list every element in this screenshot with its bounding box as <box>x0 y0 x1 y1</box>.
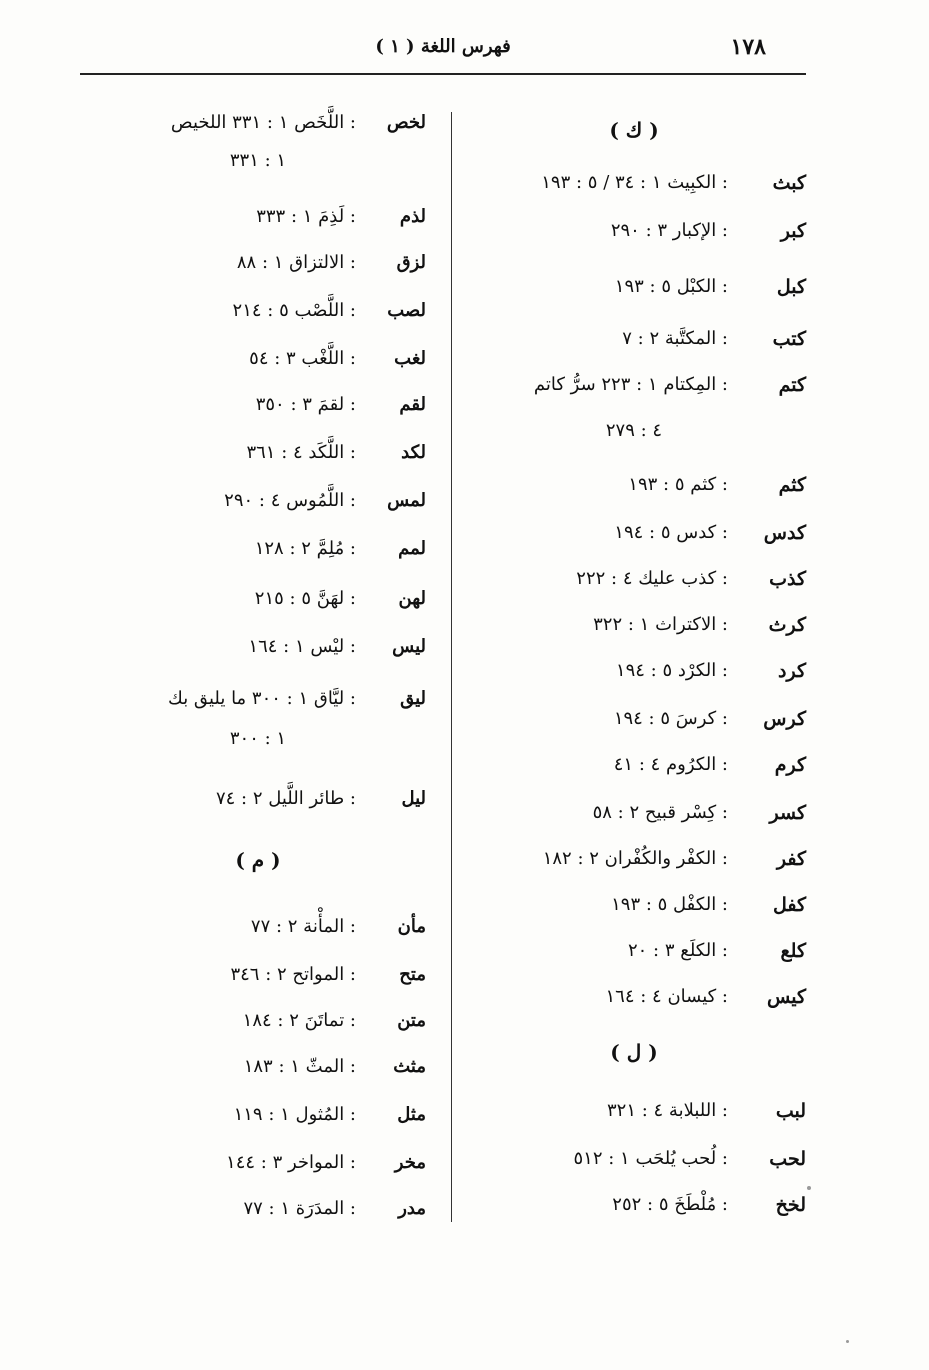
entry-root: مثل <box>397 1104 426 1125</box>
index-entry <box>462 1140 806 1180</box>
entry-root: كتب <box>772 328 806 350</box>
print-speck <box>846 1340 849 1343</box>
entry-reference: : كِسْر قبيح ٢ : ٥٨ <box>592 802 728 823</box>
index-entry <box>80 580 436 620</box>
entry-reference: : مُلْطَخَ ٥ : ٢٥٢ <box>612 1194 728 1215</box>
entry-root: كيس <box>766 986 806 1008</box>
index-entry <box>462 164 806 204</box>
entry-reference: : ليْس ١ : ١٦٤ <box>248 636 356 657</box>
index-entry <box>80 1190 436 1230</box>
entry-root: كسر <box>769 802 806 824</box>
index-entry <box>80 530 436 570</box>
entry-reference: : الكرْد ٥ : ١٩٤ <box>615 660 728 681</box>
entry-root: لخخ <box>775 1194 806 1216</box>
index-entry <box>80 1096 436 1136</box>
index-entry <box>462 366 806 406</box>
index-entry <box>462 978 806 1018</box>
entry-reference: : تماتَنَ ٢ : ١٨٤ <box>242 1010 356 1031</box>
index-entry <box>462 320 806 360</box>
entry-reference: : مُلِمَّ ٢ : ١٢٨ <box>254 538 356 559</box>
index-entry <box>80 1144 436 1184</box>
entry-continuation: ١ : ٣٣١ <box>229 150 287 171</box>
entry-reference: : الكلَع ٣ : ٢٠ <box>627 940 728 961</box>
entry-root: مخر <box>394 1152 426 1173</box>
index-entry <box>462 514 806 554</box>
entry-reference: : لُحب يُلحَب ١ : ٥١٢ <box>573 1148 728 1169</box>
index-entry <box>462 886 806 926</box>
running-title: فهرس اللغة ( ١ ) <box>375 36 511 57</box>
index-entry <box>80 482 436 522</box>
index-entry <box>80 908 436 948</box>
entry-root: لبب <box>775 1100 806 1122</box>
entry-reference: : كثم ٥ : ١٩٣ <box>628 474 728 495</box>
entry-reference: : المُثول ١ : ١١٩ <box>233 1104 356 1125</box>
index-entry <box>80 780 436 820</box>
index-entry <box>462 1092 806 1132</box>
entry-reference: : الكبْل ٥ : ١٩٣ <box>614 276 728 297</box>
index-entry <box>80 434 436 474</box>
entry-reference: : الكفْر والكُفْران ٢ : ١٨٢ <box>542 848 728 869</box>
index-entry <box>80 680 436 720</box>
entry-root: لمس <box>387 490 426 511</box>
entry-reference: : كرسَ ٥ : ١٩٤ <box>613 708 728 729</box>
entry-reference: : كيسان ٤ : ١٦٤ <box>605 986 728 1007</box>
entry-reference: : كذب عليك ٤ : ٢٢٢ <box>576 568 728 589</box>
index-entry <box>462 652 806 692</box>
entry-root: كذب <box>769 568 806 590</box>
index-entry <box>80 104 436 144</box>
index-entry <box>462 466 806 506</box>
entry-root: ليق <box>400 688 426 709</box>
entry-root: مدر <box>398 1198 426 1219</box>
entry-reference: : المواتح ٢ : ٣٤٦ <box>230 964 356 985</box>
entry-reference: : المأْنة ٢ : ٧٧ <box>250 916 356 937</box>
index-entry <box>462 840 806 880</box>
page-header <box>80 28 806 72</box>
column-divider <box>451 112 452 1222</box>
entry-reference: : الكرُوم ٤ : ٤١ <box>613 754 728 775</box>
entry-reference: : لَذِمَ ١ : ٣٣٣ <box>256 206 356 227</box>
entry-root: كفل <box>772 894 806 916</box>
entry-root: كثم <box>778 474 806 496</box>
entry-reference: : المِكتام ١ : ٢٢٣ سرُّ كاتم <box>533 374 728 395</box>
section-heading-lam: ( ل ) <box>610 1040 658 1064</box>
entry-root: مأن <box>397 916 426 937</box>
entry-reference: : اللبلابة ٤ : ٣٢١ <box>607 1100 728 1121</box>
entry-root: مثث <box>393 1056 426 1077</box>
index-entry <box>80 628 436 668</box>
index-entry <box>462 1186 806 1226</box>
entry-reference: : كدس ٥ : ١٩٤ <box>614 522 728 543</box>
entry-reference: : لهَنَّ ٥ : ٢١٥ <box>254 588 356 609</box>
entry-reference: : اللَّكَد ٤ : ٣٦١ <box>246 442 356 463</box>
entry-reference: : الالتزاق ١ : ٨٨ <box>236 252 356 273</box>
entry-root: لمم <box>398 538 426 559</box>
entry-reference: : الكبِيث ١ : ٣٤ / ٥ : ١٩٣ <box>541 172 728 193</box>
index-entry <box>80 956 436 996</box>
index-entry <box>80 198 436 238</box>
entry-reference: : الإكبار ٣ : ٢٩٠ <box>610 220 728 241</box>
entry-root: لهن <box>398 588 426 609</box>
entry-root: كرس <box>763 708 806 730</box>
entry-root: كفر <box>776 848 806 870</box>
section-heading-mim: ( م ) <box>235 848 281 872</box>
entry-continuation: ٤ : ٢٧٩ <box>605 420 663 441</box>
entry-reference: : طائر اللَّيل ٢ : ٧٤ <box>215 788 356 809</box>
entry-root: كرم <box>774 754 806 776</box>
entry-root: لذم <box>399 206 426 227</box>
index-entry <box>462 212 806 252</box>
entry-root: متح <box>399 964 426 985</box>
entry-continuation: ١ : ٣٠٠ <box>229 728 287 749</box>
entry-reference: : ليَّاق ١ : ٣٠٠ ما يليق بك <box>168 688 356 709</box>
entry-root: لصب <box>387 300 426 321</box>
index-entry <box>462 746 806 786</box>
index-entry <box>462 932 806 972</box>
page-number: ١٧٨ <box>730 34 766 60</box>
entry-root: كبر <box>780 220 806 242</box>
print-speck <box>807 1186 811 1190</box>
entry-root: كدس <box>763 522 806 544</box>
entry-reference: : المثّ ١ : ١٨٣ <box>243 1056 356 1077</box>
index-entry <box>462 268 806 308</box>
entry-root: كبث <box>772 172 806 194</box>
entry-root: كرث <box>768 614 806 636</box>
entry-reference: : اللَّخَص ١ : ٣٣١ اللخيص <box>170 112 356 133</box>
entry-reference: : المدَرَة ١ : ٧٧ <box>243 1198 356 1219</box>
index-entry <box>80 1048 436 1088</box>
entry-reference: : لقمَ ٣ : ٣٥٠ <box>255 394 356 415</box>
entry-root: كتم <box>778 374 806 396</box>
index-entry <box>80 340 436 380</box>
index-entry <box>462 606 806 646</box>
entry-root: كرد <box>778 660 806 682</box>
section-heading-kaf: ( ك ) <box>609 118 659 142</box>
entry-reference: : اللَّمُوس ٤ : ٢٩٠ <box>224 490 356 511</box>
entry-root: لقم <box>399 394 426 415</box>
entry-root: لزق <box>396 252 426 273</box>
entry-reference: : الكفْل ٥ : ١٩٣ <box>611 894 728 915</box>
index-entry <box>80 244 436 284</box>
entry-root: لغب <box>394 348 426 369</box>
entry-root: كبل <box>776 276 806 298</box>
entry-reference: : المكتَّبة ٢ : ٧ <box>622 328 728 349</box>
entry-reference: : المواخر ٣ : ١٤٤ <box>226 1152 356 1173</box>
entry-root: ليس <box>392 636 426 657</box>
index-entry <box>80 1002 436 1042</box>
index-entry <box>80 292 436 332</box>
entry-reference: : الاكتراث ١ : ٣٢٢ <box>593 614 728 635</box>
entry-root: لحب <box>769 1148 806 1170</box>
entry-root: كلع <box>780 940 806 962</box>
index-entry <box>80 386 436 426</box>
entry-root: ليل <box>401 788 426 809</box>
index-entry <box>462 794 806 834</box>
entry-root: متن <box>397 1010 426 1031</box>
entry-reference: : اللَّصْب ٥ : ٢١٤ <box>232 300 356 321</box>
index-entry <box>462 560 806 600</box>
header-rule <box>80 73 806 75</box>
entry-root: لكد <box>401 442 426 463</box>
index-entry <box>462 700 806 740</box>
entry-reference: : اللَّغْب ٣ : ٥٤ <box>249 348 356 369</box>
entry-root: لخص <box>386 112 426 133</box>
